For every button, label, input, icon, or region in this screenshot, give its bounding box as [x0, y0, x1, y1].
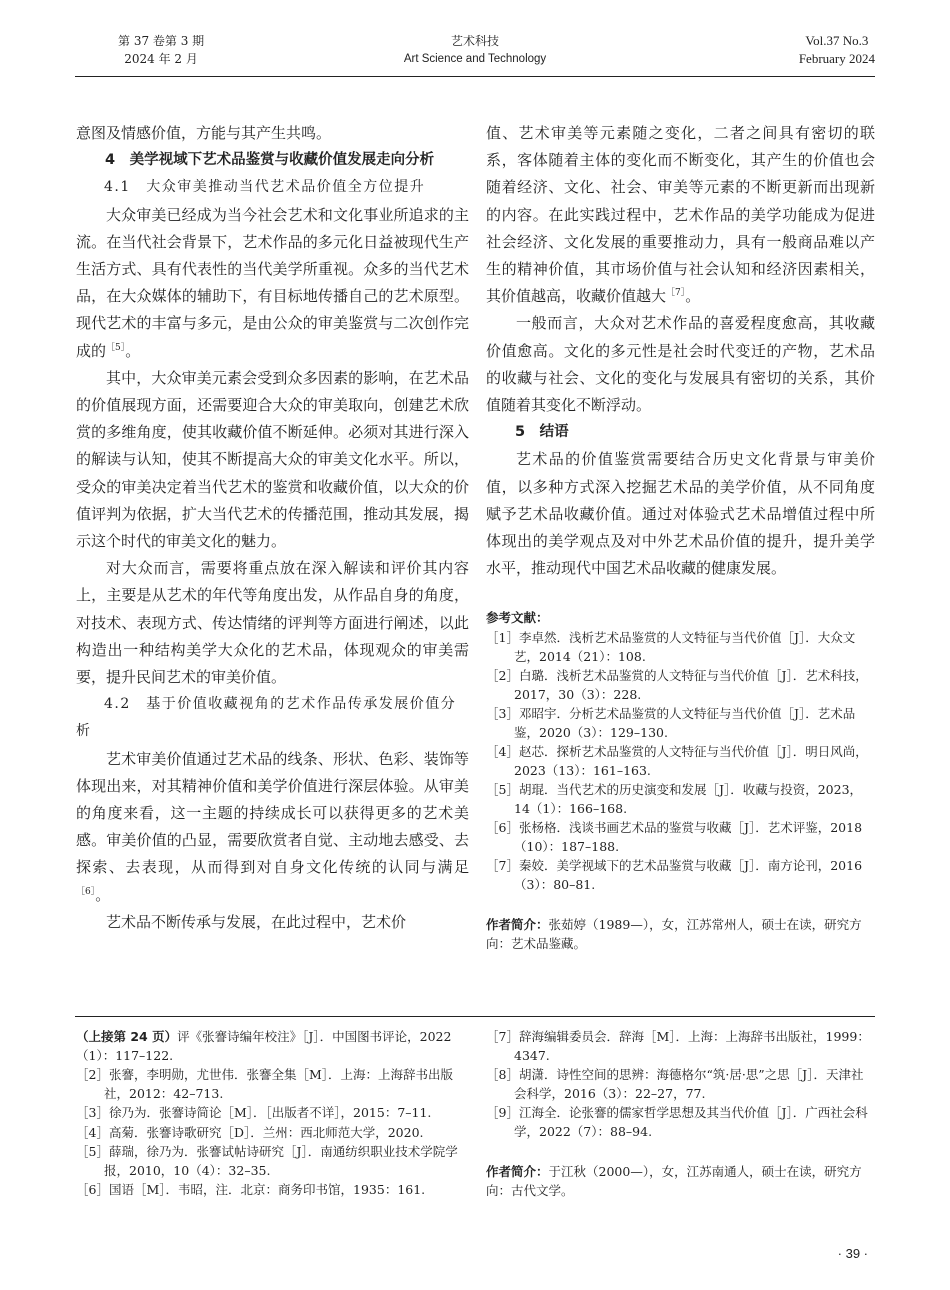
paragraph: 一般而言，大众对艺术作品的喜爱程度愈高，其收藏价值愈高。文化的多元性是社会时代变迁的产物，艺术品的收藏与社会、文化的变化与发展具有密切的关系，其价值随着其变化不断浮动。: [486, 314, 875, 415]
paragraph: [486, 120, 875, 310]
paragraph-end: 。: [95, 885, 111, 904]
author-bio-label: 作者简介：: [486, 1164, 549, 1179]
continued-text: 评《张謇诗编年校注》［J］．中国图书评论，2022（1）：117–122.: [76, 1029, 452, 1063]
reference-item: ［6］国语［M］．韦昭，注．北京：商务印书馆，1935：161.: [76, 1182, 426, 1197]
left-column: [76, 120, 469, 936]
header-journal: [350, 32, 600, 68]
reference-item: ［7］秦姣．美学视域下的艺术品鉴赏与收藏［J］．南方论刊，2016（3）：80–81.: [486, 858, 863, 892]
citation: ［5］: [106, 342, 126, 353]
references-title: 参考文献：: [486, 610, 549, 626]
citation: ［6］: [76, 886, 96, 897]
reference-item: ［3］邓昭宇．分析艺术品鉴赏的人文特征与当代价值［J］．艺术品鉴，2020（3）：129–130.: [486, 706, 856, 740]
author-bio-label: 作者简介：: [486, 917, 549, 933]
journal-title-cn: 艺术科技: [450, 34, 499, 48]
reference-item: ［4］赵芯．探析艺术品鉴赏的人文特征与当代价值［J］．明日风尚，2023（13）：161–163.: [486, 744, 868, 778]
reference-item: ［9］江海全．论张謇的儒家哲学思想及其当代价值［J］．广西社会科学，2022（7）：88–94.: [486, 1105, 868, 1139]
continued-reference: [76, 1028, 472, 1065]
paragraph-text: 艺术审美价值通过艺术品的线条、形状、色彩、装饰等体现出来，对其精神价值和美学价值进行深层体验。从审美的角度来看，这一主题的持续成长可以获得更多的艺术美感。审美价值的凸显，需要欣赏者自觉、主动地去感受、去探索、去表现，从而得到对自身文化传统的认同与满足: [76, 749, 469, 877]
paragraph-end: 。: [125, 341, 141, 360]
reference-item: ［6］张杨格．浅谈书画艺术品的鉴赏与收藏［J］．艺术评鉴，2018（10）：187–188.: [486, 820, 863, 854]
paragraph: 其中，大众审美元素会受到众多因素的影响，在艺术品的价值展现方面，还需要迎合大众的审美取向，创建艺术欣赏的多维角度，使其收藏价值不断延伸。必须对其进行深入的解读与认知，使其不断提高大众的审美文化水平。所以，受众的审美决定着当代艺术的鉴赏和收藏价值，以大众的价值评判为依据，扩大当代艺术的传播范围，推动其发展，揭示这个时代的审美文化的魅力。: [76, 368, 469, 551]
subsection-heading-4-2: 4.2 基于价值收藏视角的艺术作品传承发展价值分析: [76, 696, 457, 740]
paragraph: 艺术品的价值鉴赏需要结合历史文化背景与审美价值，以多种方式深入挖掘艺术品的美学价值，从不同角度赋予艺术品收藏价值。通过对体验式艺术品增值过程中所体现出的美学观点及对中外艺术品价值的提升，提升美学水平，推动现代中国艺术品收藏的健康发展。: [486, 450, 875, 578]
citation: ［7］: [666, 288, 686, 299]
paragraph-end: 。: [685, 287, 701, 306]
section-divider: [75, 1016, 875, 1017]
reference-item: ［8］胡潇．诗性空间的思辨：海德格尔“筑·居·思”之思［J］．天津社会科学，2016（3）：22–27，77.: [486, 1067, 864, 1101]
paragraph-text: 值、艺术审美等元素随之变化，二者之间具有密切的联系，客体随着主体的变化而不断变化，其产生的价值也会随着经济、文化、社会、审美等元素的不断更新而出现新的内容。在此实践过程中，艺术作品的美学功能成为促进社会经济、文化发展的重要推动力，具有一般商品难以产生的精神价值，其市场价值与社会认知和经济因素相关，其价值越高，收藏价值越大: [486, 124, 875, 306]
reference-item: ［5］薛瑞，徐乃为．张謇试帖诗研究［J］．南通纺织职业技术学院学报，2010，10（4）：32–35.: [76, 1144, 458, 1178]
author-bio-text: 张茹婷（1989—），女，江苏常州人，硕士在读，研究方向：艺术品鉴藏。: [486, 917, 862, 952]
paragraph-text: 大众审美已经成为当今社会艺术和文化事业所追求的主流。在当代社会背景下，艺术作品的多元化日益被现代生产生活方式、具有代表性的当代美学所重视。众多的当代艺术品，在大众媒体的辅助下，有目标地传播自己的艺术原型。现代艺术的丰富与多元，是由公众的审美鉴赏与二次创作完成的: [76, 205, 469, 360]
reference-item: ［7］辞海编辑委员会．辞海［M］．上海：上海辞书出版社，1999：4347.: [486, 1029, 870, 1063]
section-heading-5: 5 结语: [515, 424, 569, 441]
section-heading-4: 4 美学视域下艺术品鉴赏与收藏价值发展走向分析: [105, 152, 435, 169]
reference-item: ［1］李卓然．浅析艺术品鉴赏的人文特征与当代价值［J］．大众文艺，2014（21）：108.: [486, 630, 856, 664]
paragraph: [76, 202, 469, 365]
header-date-en: February 2024: [798, 51, 875, 66]
header-date: 2024 年 2 月: [124, 52, 198, 66]
continued-article-left: [76, 1028, 472, 1201]
page-number: · 39 ·: [837, 1246, 868, 1261]
paragraph: [76, 746, 469, 909]
subsection-heading-4-1: 4.1 大众审美推动当代艺术品价值全方位提升: [104, 179, 426, 196]
journal-title-en: Art Science and Technology: [403, 53, 547, 65]
continued-from-label: （上接第 24 页）: [76, 1029, 178, 1044]
header-volume: 第 37 卷第 3 期: [118, 34, 205, 48]
right-column: [486, 120, 875, 953]
author-bio: [486, 1162, 875, 1200]
reference-item: ［3］徐乃为．张謇诗简论［M］．［出版者不详］，2015：7–11.: [76, 1105, 432, 1120]
paragraph: 艺术品不断传承与发展，在此过程中，艺术价: [106, 912, 407, 931]
continued-article-right: [486, 1028, 875, 1200]
reference-item: ［4］高菊．张謇诗歌研究［D］．兰州：西北师范大学，2020.: [76, 1124, 424, 1140]
paragraph: 对大众而言，需要将重点放在深入解读和评价其内容上，主要是从艺术的年代等角度出发，从作品自身的角度，对技术、表现方式、传达情绪的评判等方面进行阐述，以此构造出一种结构美学大众化的艺术品，体现观众的审美需要，提升民间艺术的审美价值。: [76, 559, 469, 687]
reference-item: ［5］胡琨．当代艺术的历史演变和发展［J］．收藏与投资，2023，14（1）：166–168.: [486, 782, 863, 816]
author-bio-text: 于江秋（2000—），女，江苏南通人，硕士在读，研究方向：古代文学。: [486, 1164, 862, 1198]
reference-item: ［2］张謇，李明勋，尤世伟．张謇全集［M］．上海：上海辞书出版社，2012：42–713.: [76, 1067, 454, 1101]
header-issue: [118, 32, 204, 68]
paragraph: 意图及情感价值，方能与其产生共鸣。: [76, 124, 332, 142]
header-issue-en: [799, 32, 875, 68]
header-rule: [75, 76, 875, 77]
header-volume-en: Vol.37 No.3: [805, 33, 869, 48]
author-bio: [486, 915, 875, 953]
reference-item: ［2］白璐．浅析艺术品鉴赏的人文特征与当代价值［J］．艺术科技，2017，30（3）：228.: [486, 668, 868, 702]
